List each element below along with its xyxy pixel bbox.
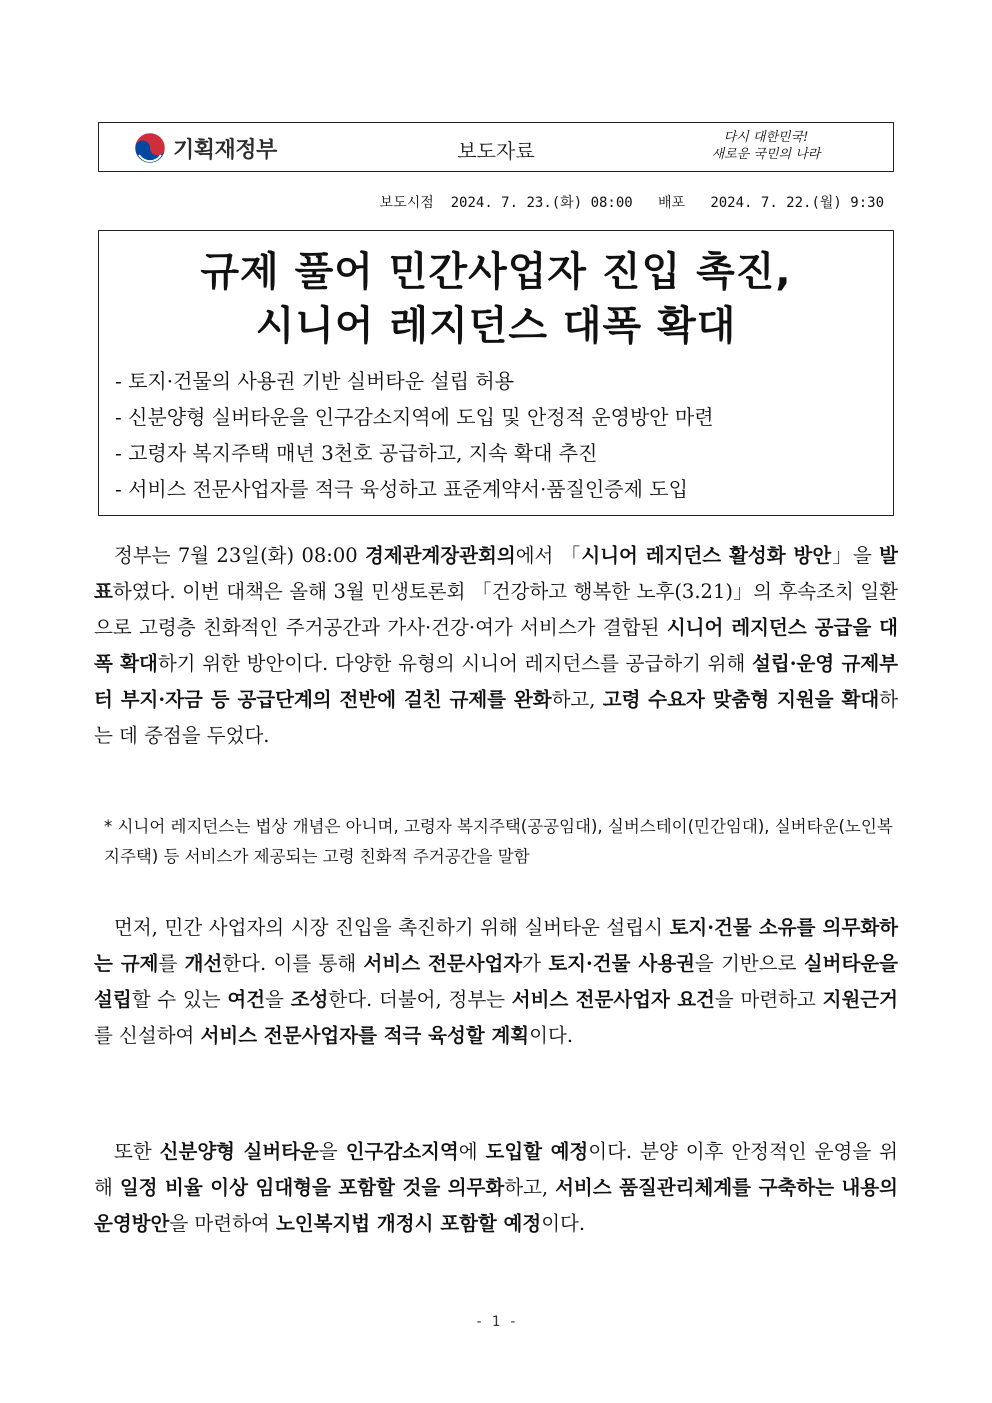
bold-text: 서비스 전문사업자 bbox=[363, 952, 523, 975]
bold-text: 시니어 레지던스 공급을 대폭 확대 bbox=[94, 616, 898, 675]
release-info: 보도시점 2024. 7. 23.(화) 08:00 배포 2024. 7. 22.(월) 9:30 bbox=[379, 195, 884, 211]
text: 하는 데 중점을 두었다. bbox=[94, 688, 898, 747]
bold-text: 토지·건물 소유를 의무화하는 규제 bbox=[94, 916, 899, 975]
text: 을 bbox=[265, 988, 291, 1011]
bold-text: 발표 bbox=[94, 544, 898, 603]
text: 할 수 있는 bbox=[131, 988, 228, 1011]
text: 이다. 분양 이후 안정적인 운영을 위해 bbox=[94, 1140, 898, 1199]
bold-text: 서비스 품질관리체계를 구축하는 내용의 운영방안 bbox=[94, 1176, 898, 1235]
text: 하고, bbox=[551, 688, 603, 711]
text: 한다. 이를 통해 bbox=[222, 952, 364, 975]
text: 」을 bbox=[831, 544, 880, 567]
bold-text: 도입할 예정 bbox=[485, 1140, 589, 1163]
text: 에 bbox=[458, 1140, 486, 1163]
bold-text: 서비스 전문사업자를 적극 육성할 계획 bbox=[200, 1024, 530, 1047]
bold-text: 인구감소지역 bbox=[345, 1140, 459, 1163]
slogan-line1: 다시 대한민국! bbox=[723, 130, 809, 145]
text: 가 bbox=[522, 952, 549, 975]
subtitle-item: - 신분양형 실버타운을 인구감소지역에 도입 및 안정적 운영방안 마련 bbox=[115, 405, 714, 429]
title-box bbox=[98, 230, 894, 516]
headline bbox=[99, 245, 893, 353]
paragraph-3 bbox=[94, 1134, 898, 1242]
text: 를 신설하여 bbox=[94, 1024, 201, 1047]
bold-text: 경제관계장관회의 bbox=[365, 544, 516, 567]
doc-type: 보도자료 bbox=[457, 139, 535, 163]
text: 이다. bbox=[529, 1024, 574, 1047]
slogan-line2: 새로운 국민의 나라 bbox=[711, 147, 821, 162]
bold-text: 노인복지법 개정시 포함할 예정 bbox=[275, 1212, 542, 1235]
footnote: * 시니어 레지던스는 법상 개념은 아니며, 고령자 복지주택(공공임대), 실버스테이(민간임대), 실버타운(노인복지주택) 등 서비스가 제공되는 고령 친화적 주거공간을 말함 bbox=[104, 817, 893, 866]
bold-text: 일정 비율 이상 임대형을 포함할 것을 의무화 bbox=[119, 1176, 505, 1199]
text: 또한 bbox=[114, 1140, 160, 1163]
paragraph-2 bbox=[94, 910, 898, 1054]
text: 이다. bbox=[541, 1212, 586, 1235]
bold-text: 설립·운영 규제부터 부지·자금 등 공급단계의 전반에 걸친 규제를 완화 bbox=[94, 652, 899, 711]
bold-text: 토지·건물 사용권 bbox=[548, 952, 695, 975]
ministry-name: 기획재정부 bbox=[173, 137, 277, 163]
bold-text: 고령 수요자 맞춤형 지원을 확대 bbox=[602, 688, 880, 711]
text: 한다. 더불어, 정부는 bbox=[328, 988, 512, 1011]
headline-line1: 규제 풀어 민간사업자 진입 촉진, bbox=[200, 249, 792, 295]
bold-text: 서비스 전문사업자 요건 bbox=[511, 988, 715, 1011]
headline-line2: 시니어 레지던스 대폭 확대 bbox=[255, 303, 737, 349]
bold-text: 개선 bbox=[184, 952, 223, 975]
text: 먼저, 민간 사업자의 시장 진입을 촉진하기 위해 실버타운 설립시 bbox=[114, 916, 670, 939]
bold-text: 지원근거 bbox=[822, 988, 898, 1011]
text: 을 마련하고 bbox=[714, 988, 823, 1011]
text: 을 기반으로 bbox=[694, 952, 804, 975]
text: 을 마련하여 bbox=[169, 1212, 276, 1235]
bold-text: 조성 bbox=[290, 988, 329, 1011]
text: 를 bbox=[158, 952, 185, 975]
text: 을 bbox=[318, 1140, 346, 1163]
page-number: - 1 - bbox=[474, 1314, 518, 1330]
slogan bbox=[711, 129, 821, 163]
subtitle-item: - 서비스 전문사업자를 적극 육성하고 표준계약서·품질인증제 도입 bbox=[115, 477, 688, 501]
text: 에서 「 bbox=[515, 544, 582, 567]
bold-text: 신분양형 실버타운 bbox=[159, 1140, 319, 1163]
subtitle-item: - 고령자 복지주택 매년 3천호 공급하고, 지속 확대 추진 bbox=[115, 441, 598, 465]
text: 하고, bbox=[504, 1176, 556, 1199]
text: 하였다. 이번 대책은 올해 3월 민생토론회 「건강하고 행복한 노후(3.21)」의 후속조치 일환으로 고령층 친화적인 주거공간과 가사·건강·여가 서비스가 결합된 bbox=[94, 580, 898, 639]
bold-text: 실버타운을 설립 bbox=[94, 952, 898, 1011]
subtitle-list bbox=[115, 363, 714, 507]
subtitle-item: - 토지·건물의 사용권 기반 실버타운 설립 허용 bbox=[115, 369, 515, 393]
text: 정부는 7월 23일(화) 08:00 bbox=[114, 544, 365, 567]
paragraph-1 bbox=[94, 538, 898, 754]
text: 하기 위한 방안이다. 다양한 유형의 시니어 레지던스를 공급하기 위해 bbox=[157, 652, 753, 675]
bold-text: 여건 bbox=[227, 988, 266, 1011]
header-box bbox=[98, 122, 894, 172]
bold-text: 시니어 레지던스 활성화 방안 bbox=[581, 544, 832, 567]
